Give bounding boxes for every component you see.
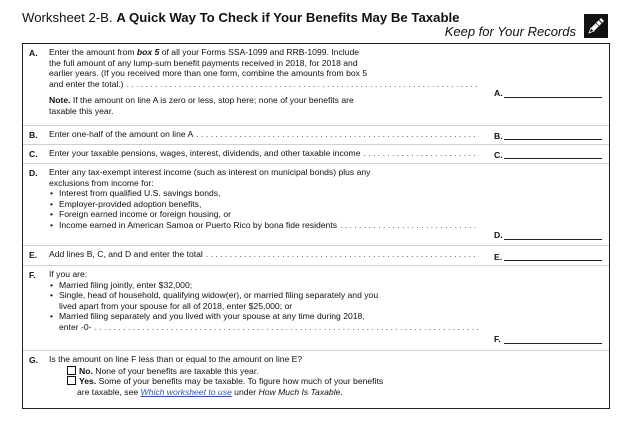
row-a [23,44,609,126]
line-a-ref: A. [494,88,503,98]
row-f-bullet3-cont: enter -0- [59,321,92,332]
line-b-field[interactable] [504,139,602,140]
row-d-text [49,167,479,231]
row-a-line3: earlier years. (If you received more than one form, combine the amounts from box 5 [49,68,368,79]
line-c-field[interactable] [504,158,602,159]
no-text: None of your benefits are taxable this year. [95,365,259,376]
row-b [23,126,609,145]
note-label: Note. [49,95,71,106]
row-e [23,246,609,266]
row-b-text: Enter one-half of the amount on line A [49,129,194,139]
row-letter: F. [29,270,36,280]
row-a-text [49,47,479,117]
row-c [23,145,609,164]
row-c-text: Enter your taxable pensions, wages, interest, dividends, and other taxable income [49,148,361,158]
line-f-field[interactable] [504,343,602,344]
row-g-text [49,354,569,397]
row-f [23,266,609,351]
row-f-bullets [49,280,479,333]
row-a-line1-end: of all your Forms SSA-1099 and RRB-1099. Include [159,47,360,57]
yes-text: Some of your benefits may be taxable. To figure how much of your benefits [98,376,384,387]
which-worksheet-link[interactable]: Which worksheet to use [140,386,232,397]
row-f-line1: If you are: [49,269,88,279]
leader-dots [337,220,479,231]
worksheet-header [22,10,610,42]
leader-dots [124,79,479,90]
list-item [59,311,479,332]
row-d [23,164,609,246]
row-d-bullets [49,188,479,230]
list-item: • Employer-provided adoption benefits, [59,199,479,210]
row-letter: C. [29,149,38,159]
list-item: • Foreign earned income or foreign housing, or [59,209,479,220]
worksheet-title [22,10,460,25]
yes-text-end: . [340,386,343,397]
yes-text-3: under [231,386,259,397]
row-letter: E. [29,250,38,260]
yes-text-2: are taxable, see [77,386,141,397]
list-item: • Married filing jointly, enter $32,000; [59,280,479,291]
yes-checkbox[interactable] [67,376,76,385]
line-c-ref: C. [494,150,503,160]
note-text: If the amount on line A is zero or less, stop here; none of your benefits are [70,95,354,106]
row-g-question: Is the amount on line F less than or equal to the amount on line E? [49,354,303,364]
line-a-field[interactable] [504,97,602,98]
row-letter: A. [29,48,38,58]
how-much-taxable-ref: How Much Is Taxable [258,386,341,397]
line-f-ref: F. [494,334,501,344]
worksheet-heading: A Quick Way To Check if Your Benefits May Be Taxable [116,10,460,25]
leader-dots [360,148,479,159]
row-g [23,351,609,408]
row-d-bullet4: • Income earned in American Samoa or Puerto Rico by bona fide residents [59,219,338,230]
keep-for-records-note: Keep for Your Records [444,24,576,39]
line-e-field[interactable] [504,260,602,261]
worksheet-table [22,43,610,409]
row-e-text: Add lines B, C, and D and enter the total [49,249,203,259]
yes-label: Yes. [79,376,97,387]
row-a-line4: and enter the total.) [49,78,124,89]
line-b-ref: B. [494,131,503,141]
list-item [59,220,479,231]
pencil-icon [584,14,608,38]
row-letter: B. [29,130,38,140]
no-checkbox[interactable] [67,366,76,375]
list-item: • Interest from qualified U.S. savings bonds, [59,188,479,199]
row-d-line2: exclusions from income for: [49,177,154,188]
worksheet-label: Worksheet 2-B. [22,10,113,25]
row-d-line1: Enter any tax-exempt interest income (such as interest on municipal bonds) plus any [49,167,371,177]
row-a-line1: Enter the amount from [49,47,137,57]
leader-dots [203,249,479,260]
row-f-text [49,269,479,333]
line-d-field[interactable] [504,239,602,240]
note-text-2: taxable this year. [49,105,114,116]
row-f-bullet2: Single, head of household, qualifying widow(er), or married filing separately and you [59,290,379,301]
line-e-ref: E. [494,252,503,262]
row-a-box5: box 5 [136,47,160,57]
no-label: No. [79,365,93,376]
row-letter: G. [29,355,39,365]
list-item [59,290,479,311]
line-d-ref: D. [494,230,503,240]
leader-dots [193,129,479,140]
row-a-line2: the full amount of any lump-sum benefit payments received in 2018, for 2018 and [49,57,358,68]
row-f-bullet3: Married filing separately and you lived with your spouse at any time during 2018, [59,311,365,322]
leader-dots [91,322,479,333]
row-f-bullet2-cont: lived apart from your spouse for all of 2018, enter $25,000; or [59,300,293,311]
row-letter: D. [29,168,38,178]
